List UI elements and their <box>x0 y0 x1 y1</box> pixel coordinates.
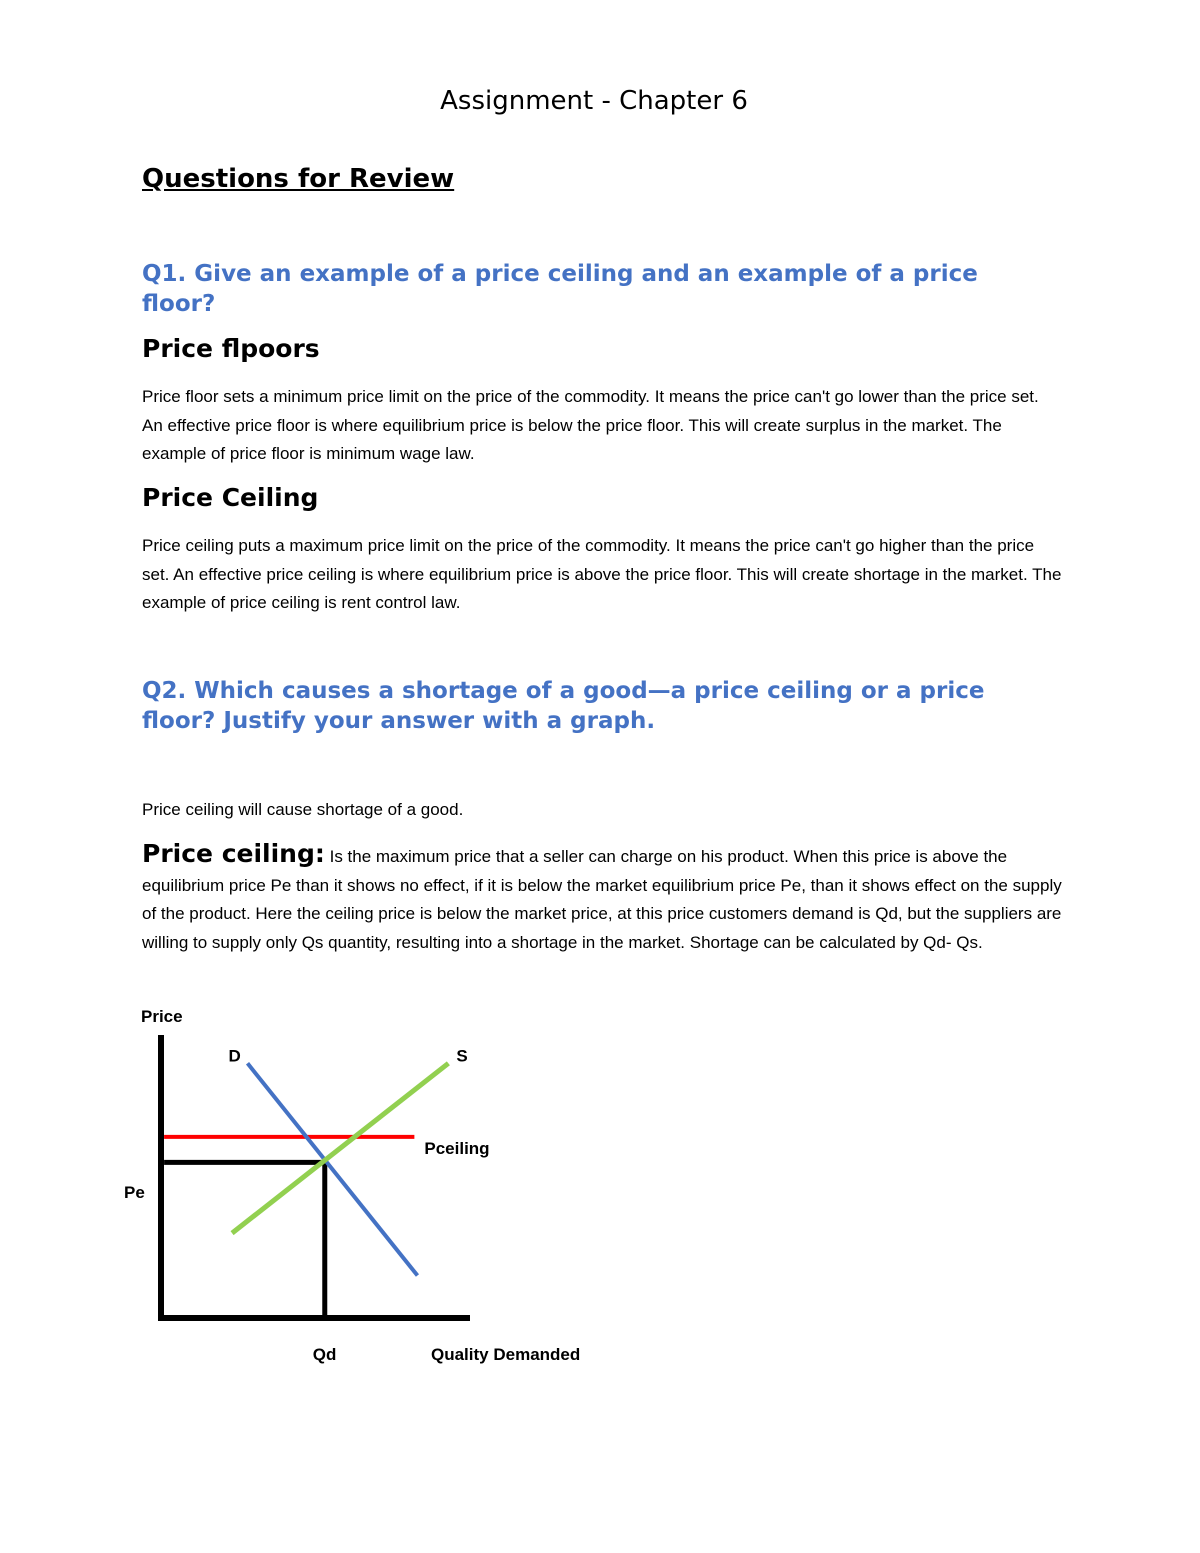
section-heading-questions: Questions for Review <box>142 164 455 194</box>
supply-curve <box>232 1063 448 1233</box>
heading-price-floors: Price flpoors <box>142 334 320 363</box>
x-axis-label: Quality Demanded <box>431 1345 581 1364</box>
supply-curve-label: S <box>456 1046 468 1066</box>
demand-curve-label: D <box>228 1046 241 1066</box>
question-2: Q2. Which causes a shortage of a good—a price ceiling or a price floor? Justify your answer with a graph. <box>142 678 985 734</box>
paragraph-price-floor: Price floor sets a minimum price limit on the price of the commodity. It means the price can't go lower than the price set. An effective price floor is where equilibrium price is below the price floor. This will create surplus in the market. The example of price floor is minimum wage law. <box>142 387 1039 464</box>
answer-q2: Price ceiling will cause shortage of a good. <box>142 800 464 819</box>
y-axis-label: Price <box>141 1007 183 1026</box>
price-ceiling-label: Pceiling <box>424 1138 490 1158</box>
heading-price-ceiling: Price Ceiling <box>142 483 319 512</box>
ceiling-explanation-text: Is the maximum price that a seller can charge on his product. When this price is above the equilibrium price Pe than it shows no effect, if it is below the market equilibrium price Pe, than it shows effect on the supply of the product. Here the ceiling price is below the market price, at this price customers demand is Qd, but the suppliers are willing to supply only Qs quantity, resulting into a shortage in the market. Shortage can be calculated by Qd- Qs. <box>142 847 1062 952</box>
question-1: Q1. Give an example of a price ceiling and an example of a price floor? <box>142 261 978 317</box>
demand-curve <box>248 1063 418 1275</box>
quantity-demanded-label: Qd <box>312 1345 337 1364</box>
paragraph-price-ceiling: Price ceiling puts a maximum price limit on the price of the commodity. It means the price can't go higher than the price set. An effective price ceiling is where equilibrium price is above the price floor. This will create shortage in the market. The example of price ceiling is rent control law. <box>142 536 1062 613</box>
equilibrium-price-label: Pe <box>124 1183 145 1202</box>
page-title: Assignment - Chapter 6 <box>440 86 748 116</box>
price-ceiling-lead: Price ceiling: <box>142 839 325 868</box>
